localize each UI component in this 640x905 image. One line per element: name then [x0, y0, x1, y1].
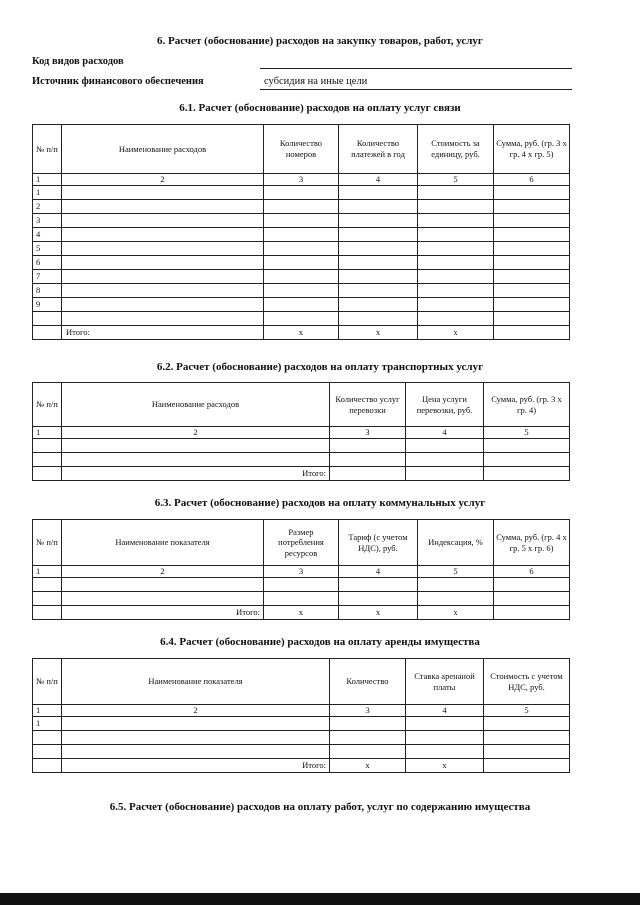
- value-cell[interactable]: [264, 200, 339, 214]
- value-cell[interactable]: [418, 312, 494, 326]
- name-cell[interactable]: [62, 228, 264, 242]
- value-cell[interactable]: [339, 186, 418, 200]
- value-cell[interactable]: [339, 592, 418, 606]
- value-cell[interactable]: [494, 214, 570, 228]
- value-cell[interactable]: [339, 312, 418, 326]
- name-cell[interactable]: [62, 717, 330, 731]
- table-row: [33, 453, 570, 467]
- total-mark: x: [264, 326, 339, 340]
- table-6-3-title: 6.3. Расчет (обоснование) расходов на оплату коммунальных услуг: [154, 497, 486, 509]
- total-empty-cell: [33, 326, 62, 340]
- table-row: [33, 228, 570, 242]
- header-cell: № п/п: [33, 520, 62, 566]
- table-header-row: [33, 383, 570, 427]
- value-cell[interactable]: [264, 578, 339, 592]
- funding-source-label: Источник финансового обеспечения: [32, 76, 204, 87]
- value-cell[interactable]: [339, 578, 418, 592]
- header-cell: Количество платежей в год: [339, 125, 418, 174]
- column-number: 5: [418, 174, 494, 186]
- total-row: [33, 467, 570, 481]
- header-cell: Сумма, руб. (гр. 4 х гр. 5 х гр. 6): [494, 520, 570, 566]
- total-empty-cell: [33, 467, 62, 481]
- value-cell[interactable]: [494, 256, 570, 270]
- table-6-4-rent: [32, 658, 570, 773]
- value-cell[interactable]: [494, 284, 570, 298]
- name-cell[interactable]: [62, 578, 264, 592]
- total-mark: x: [406, 759, 484, 773]
- value-cell[interactable]: [330, 731, 406, 745]
- name-cell[interactable]: [62, 731, 330, 745]
- funding-source-value: субсидия на иные цели: [264, 76, 368, 87]
- header-cell: Количество услуг перевозки: [330, 383, 406, 427]
- column-number-row: [33, 174, 570, 186]
- table-header-row: [33, 520, 570, 566]
- table-6-5-title: 6.5. Расчет (обоснование) расходов на оплату работ, услуг по содержанию имущества: [109, 801, 531, 813]
- table-6-4-title: 6.4. Расчет (обоснование) расходов на оплату аренды имущества: [160, 636, 480, 648]
- scan-edge-bar: [0, 893, 640, 905]
- row-number-cell: [33, 312, 62, 326]
- expense-code-field[interactable]: [260, 68, 572, 69]
- name-cell[interactable]: [62, 745, 330, 759]
- value-cell[interactable]: [339, 214, 418, 228]
- name-cell[interactable]: [62, 453, 330, 467]
- total-empty-cell: [33, 759, 62, 773]
- header-cell: Наименование показателя: [62, 520, 264, 566]
- value-cell[interactable]: [484, 439, 570, 453]
- row-number-cell: 3: [33, 214, 62, 228]
- column-number: 2: [62, 566, 264, 578]
- value-cell[interactable]: [418, 186, 494, 200]
- column-number-row: [33, 705, 570, 717]
- value-cell[interactable]: [339, 284, 418, 298]
- total-label: Итого:: [62, 759, 330, 773]
- value-cell[interactable]: [264, 186, 339, 200]
- table-row: [33, 745, 570, 759]
- name-cell[interactable]: [62, 270, 264, 284]
- column-number: 2: [62, 174, 264, 186]
- table-6-2-title: 6.2. Расчет (обоснование) расходов на оплату транспортных услуг: [156, 361, 484, 373]
- value-cell[interactable]: [494, 270, 570, 284]
- value-cell[interactable]: [418, 284, 494, 298]
- column-number: 6: [494, 174, 570, 186]
- value-cell[interactable]: [418, 256, 494, 270]
- row-number-cell: 6: [33, 256, 62, 270]
- table-row: [33, 298, 570, 312]
- table-row: [33, 214, 570, 228]
- value-cell[interactable]: [494, 578, 570, 592]
- name-cell[interactable]: [62, 256, 264, 270]
- total-mark: x: [330, 759, 406, 773]
- value-cell[interactable]: [339, 256, 418, 270]
- header-cell: Сумма, руб. (гр. 3 х гр. 4 х гр. 5): [494, 125, 570, 174]
- name-cell[interactable]: [62, 200, 264, 214]
- row-number-cell: 2: [33, 200, 62, 214]
- column-number: 3: [330, 705, 406, 717]
- name-cell[interactable]: [62, 298, 264, 312]
- column-number: 1: [33, 705, 62, 717]
- table-6-1-title: 6.1. Расчет (обоснование) расходов на оплату услуг связи: [179, 102, 461, 114]
- header-cell: Цена услуги перевозки, руб.: [406, 383, 484, 427]
- column-number: 4: [406, 705, 484, 717]
- column-number: 1: [33, 566, 62, 578]
- total-mark: x: [418, 326, 494, 340]
- row-number-cell[interactable]: [33, 453, 62, 467]
- value-cell[interactable]: [264, 312, 339, 326]
- table-row: [33, 256, 570, 270]
- header-cell: Индексация, %: [418, 520, 494, 566]
- column-number-row: [33, 427, 570, 439]
- header-cell: Количество номеров: [264, 125, 339, 174]
- column-number: 5: [484, 705, 570, 717]
- value-cell[interactable]: [264, 270, 339, 284]
- row-number-cell: 8: [33, 284, 62, 298]
- table-6-3-utilities: [32, 519, 570, 620]
- header-cell: Размер потребления ресурсов: [264, 520, 339, 566]
- value-cell[interactable]: [339, 298, 418, 312]
- expense-code-label: Код видов расходов: [32, 56, 124, 67]
- table-row: [33, 200, 570, 214]
- value-cell[interactable]: [406, 731, 484, 745]
- value-cell[interactable]: [484, 745, 570, 759]
- value-cell[interactable]: [330, 717, 406, 731]
- row-number-cell: 1: [33, 717, 62, 731]
- value-cell[interactable]: [494, 592, 570, 606]
- value-cell[interactable]: [406, 439, 484, 453]
- row-number-cell: 7: [33, 270, 62, 284]
- value-cell[interactable]: [264, 284, 339, 298]
- value-cell[interactable]: [484, 717, 570, 731]
- column-number: 4: [339, 566, 418, 578]
- column-number: 5: [418, 566, 494, 578]
- value-cell[interactable]: [339, 242, 418, 256]
- total-sum-cell[interactable]: [484, 467, 570, 481]
- value-cell[interactable]: [264, 242, 339, 256]
- value-cell[interactable]: [330, 439, 406, 453]
- value-cell[interactable]: [264, 298, 339, 312]
- total-sum-cell[interactable]: [494, 606, 570, 620]
- value-cell[interactable]: [494, 200, 570, 214]
- header-cell: Наименование расходов: [62, 125, 264, 174]
- value-cell[interactable]: [418, 228, 494, 242]
- value-cell[interactable]: [339, 270, 418, 284]
- header-cell: Сумма, руб. (гр. 3 х гр. 4): [484, 383, 570, 427]
- section-6-title: 6. Расчет (обоснование) расходов на закупку товаров, работ, услуг: [157, 35, 483, 47]
- funding-source-field[interactable]: [260, 89, 572, 90]
- value-cell[interactable]: [418, 242, 494, 256]
- total-mark: x: [264, 606, 339, 620]
- header-cell: Стоимость за единицу, руб.: [418, 125, 494, 174]
- name-cell[interactable]: [62, 284, 264, 298]
- value-cell[interactable]: [264, 214, 339, 228]
- total-sum-cell[interactable]: [494, 326, 570, 340]
- header-cell: Наименование показателя: [62, 659, 330, 705]
- table-row: [33, 270, 570, 284]
- value-cell[interactable]: [406, 717, 484, 731]
- row-number-cell[interactable]: [33, 745, 62, 759]
- table-header-row: [33, 125, 570, 174]
- value-cell[interactable]: [418, 200, 494, 214]
- value-cell[interactable]: [330, 745, 406, 759]
- column-number: 5: [484, 427, 570, 439]
- row-number-cell[interactable]: [33, 731, 62, 745]
- column-number: 4: [406, 427, 484, 439]
- row-number-cell: 9: [33, 298, 62, 312]
- value-cell[interactable]: [339, 228, 418, 242]
- table-row: [33, 284, 570, 298]
- table-6-1-communication: [32, 124, 570, 340]
- value-cell[interactable]: [330, 453, 406, 467]
- value-cell[interactable]: [406, 453, 484, 467]
- header-cell: № п/п: [33, 383, 62, 427]
- total-row: [33, 606, 570, 620]
- value-cell[interactable]: [494, 312, 570, 326]
- row-number-cell[interactable]: [33, 439, 62, 453]
- total-row: [33, 326, 570, 340]
- name-cell[interactable]: [62, 214, 264, 228]
- row-number-cell: 1: [33, 186, 62, 200]
- column-number: 3: [330, 427, 406, 439]
- value-cell[interactable]: [264, 228, 339, 242]
- header-cell: Количество: [330, 659, 406, 705]
- value-cell[interactable]: [418, 578, 494, 592]
- total-mark: x: [418, 606, 494, 620]
- name-cell[interactable]: [62, 242, 264, 256]
- table-header-row: [33, 659, 570, 705]
- row-number-cell[interactable]: [33, 592, 62, 606]
- total-mark: x: [339, 326, 418, 340]
- row-number-cell: 4: [33, 228, 62, 242]
- column-number: 3: [264, 566, 339, 578]
- value-cell[interactable]: [494, 228, 570, 242]
- value-cell[interactable]: [264, 256, 339, 270]
- value-cell[interactable]: [339, 200, 418, 214]
- total-cell[interactable]: [406, 467, 484, 481]
- header-cell: Тариф (с учетом НДС), руб.: [339, 520, 418, 566]
- total-label: Итого:: [62, 467, 330, 481]
- value-cell[interactable]: [406, 745, 484, 759]
- column-number: 1: [33, 174, 62, 186]
- header-cell: Ставка аренаной платы: [406, 659, 484, 705]
- table-row: [33, 717, 570, 731]
- table-row: [33, 592, 570, 606]
- value-cell[interactable]: [484, 453, 570, 467]
- total-empty-cell: [33, 606, 62, 620]
- column-number-row: [33, 566, 570, 578]
- total-row: [33, 759, 570, 773]
- value-cell[interactable]: [418, 298, 494, 312]
- table-row: [33, 242, 570, 256]
- header-cell: № п/п: [33, 659, 62, 705]
- header-cell: № п/п: [33, 125, 62, 174]
- value-cell[interactable]: [494, 186, 570, 200]
- header-cell: Наименование расходов: [62, 383, 330, 427]
- table-row: [33, 439, 570, 453]
- value-cell[interactable]: [494, 242, 570, 256]
- column-number: 4: [339, 174, 418, 186]
- total-cell[interactable]: [330, 467, 406, 481]
- column-number: 3: [264, 174, 339, 186]
- table-row: [33, 312, 570, 326]
- name-cell[interactable]: [62, 592, 264, 606]
- column-number: 6: [494, 566, 570, 578]
- name-cell[interactable]: [62, 186, 264, 200]
- total-label: Итого:: [62, 606, 264, 620]
- table-row: [33, 186, 570, 200]
- total-label: Итого:: [62, 326, 264, 340]
- value-cell[interactable]: [418, 214, 494, 228]
- value-cell[interactable]: [494, 298, 570, 312]
- table-6-2-transport: [32, 382, 570, 481]
- total-sum-cell[interactable]: [484, 759, 570, 773]
- table-row: [33, 731, 570, 745]
- total-mark: x: [339, 606, 418, 620]
- column-number: 2: [62, 427, 330, 439]
- column-number: 1: [33, 427, 62, 439]
- value-cell[interactable]: [418, 592, 494, 606]
- row-number-cell[interactable]: [33, 578, 62, 592]
- header-cell: Стоимость с учетом НДС, руб.: [484, 659, 570, 705]
- value-cell[interactable]: [264, 592, 339, 606]
- row-number-cell: 5: [33, 242, 62, 256]
- table-row: [33, 578, 570, 592]
- value-cell[interactable]: [418, 270, 494, 284]
- name-cell[interactable]: [62, 312, 264, 326]
- value-cell[interactable]: [484, 731, 570, 745]
- name-cell[interactable]: [62, 439, 330, 453]
- column-number: 2: [62, 705, 330, 717]
